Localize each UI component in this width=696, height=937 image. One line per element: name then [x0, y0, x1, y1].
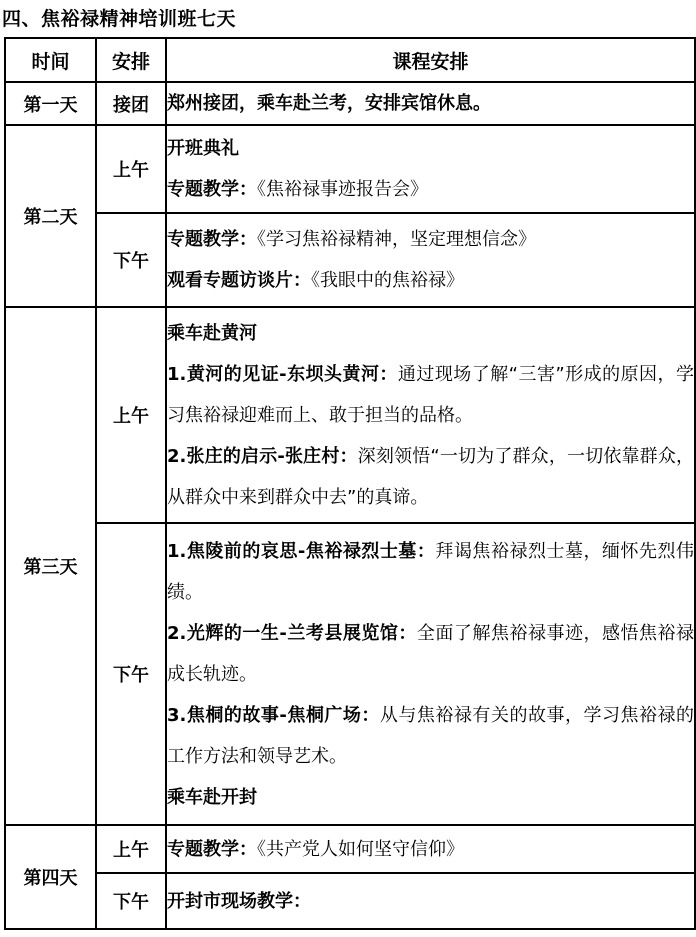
content-line: 乘车赴开封 [167, 786, 257, 808]
table-row-day3-afternoon [5, 523, 695, 825]
day-label: 第三天 [5, 307, 96, 825]
slot-label: 上午 [96, 825, 166, 873]
content-line [167, 260, 694, 301]
course-content [166, 825, 695, 873]
content-text: 《共产党人如何坚守信仰》 [257, 838, 464, 860]
slot-label: 接团 [96, 82, 166, 125]
slot-label: 下午 [96, 523, 166, 825]
course-content [166, 213, 695, 307]
day-label: 第四天 [5, 825, 96, 929]
slot-label: 上午 [96, 307, 166, 523]
content-paragraph [167, 531, 694, 613]
content-bold: 3.焦桐的故事-焦桐广场： [167, 704, 380, 726]
header-content: 课程安排 [166, 38, 695, 82]
slot-label: 下午 [96, 213, 166, 307]
course-content [166, 125, 695, 213]
content-bold: 1.黄河的见证-东坝头黄河： [167, 363, 398, 385]
content-text: 《学习焦裕禄精神，坚定理想信念》 [257, 229, 536, 250]
course-content: 郑州接团，乘车赴兰考，安排宾馆休息。 [166, 82, 695, 125]
slot-label: 上午 [96, 125, 166, 213]
content-text: 《我眼中的焦裕禄》 [311, 270, 464, 291]
day-label: 第二天 [5, 125, 96, 307]
table-row-day4-afternoon [5, 873, 695, 929]
content-bold: 观看专题访谈片： [167, 270, 311, 291]
table-row-day1 [5, 82, 695, 125]
content-line: 乘车赴黄河 [167, 322, 257, 344]
header-time: 时间 [5, 38, 96, 82]
content-text: 通过现场了解“三害”形成的原因，学习焦裕禄迎难而上、敢于担当的品格。 [167, 363, 694, 426]
content-bold: 专题教学： [167, 229, 257, 250]
content-text: 深刻领悟“一切为了群众，一切依靠群众，从群众中来到群众中去”的真谛。 [167, 445, 694, 508]
document-title: 四、焦裕禄精神培训班七天 [2, 8, 237, 30]
content-paragraph [167, 354, 694, 436]
content-text: 全面了解焦裕禄事迹，感悟焦裕禄成长轨迹。 [167, 622, 694, 685]
table-row-day2-morning [5, 125, 695, 213]
table-row-day2-afternoon [5, 213, 695, 307]
content-bold: 1.焦陵前的哀思-焦裕禄烈士墓： [167, 540, 436, 562]
content-paragraph [167, 695, 694, 777]
content-text: 《焦裕禄事迹报告会》 [257, 179, 428, 200]
content-bold: 2.光辉的一生-兰考县展览馆： [167, 622, 417, 644]
table-row-day3-morning [5, 307, 695, 523]
content-bold: 专题教学： [167, 179, 257, 200]
content-line [167, 169, 694, 210]
header-row [5, 38, 695, 82]
course-content [166, 523, 695, 825]
content-bold: 2.张庄的启示-张庄村： [167, 445, 358, 467]
table-row-day4-morning [5, 825, 695, 873]
content-paragraph [167, 436, 694, 518]
slot-label: 下午 [96, 873, 166, 929]
content-bold: 专题教学： [167, 838, 257, 860]
content-paragraph [167, 613, 694, 695]
content-line: 开班典礼 [167, 138, 239, 159]
course-content [166, 307, 695, 523]
day-label: 第一天 [5, 82, 96, 125]
content-line [167, 219, 694, 260]
course-content [166, 873, 695, 929]
header-slot: 安排 [96, 38, 166, 82]
content-text: 拜谒焦裕禄烈士墓，缅怀先烈伟绩。 [167, 540, 694, 603]
schedule-table [4, 37, 696, 930]
content-bold: 开封市现场教学： [167, 890, 311, 912]
content-text: 从与焦裕禄有关的故事，学习焦裕禄的工作方法和领导艺术。 [167, 704, 694, 767]
